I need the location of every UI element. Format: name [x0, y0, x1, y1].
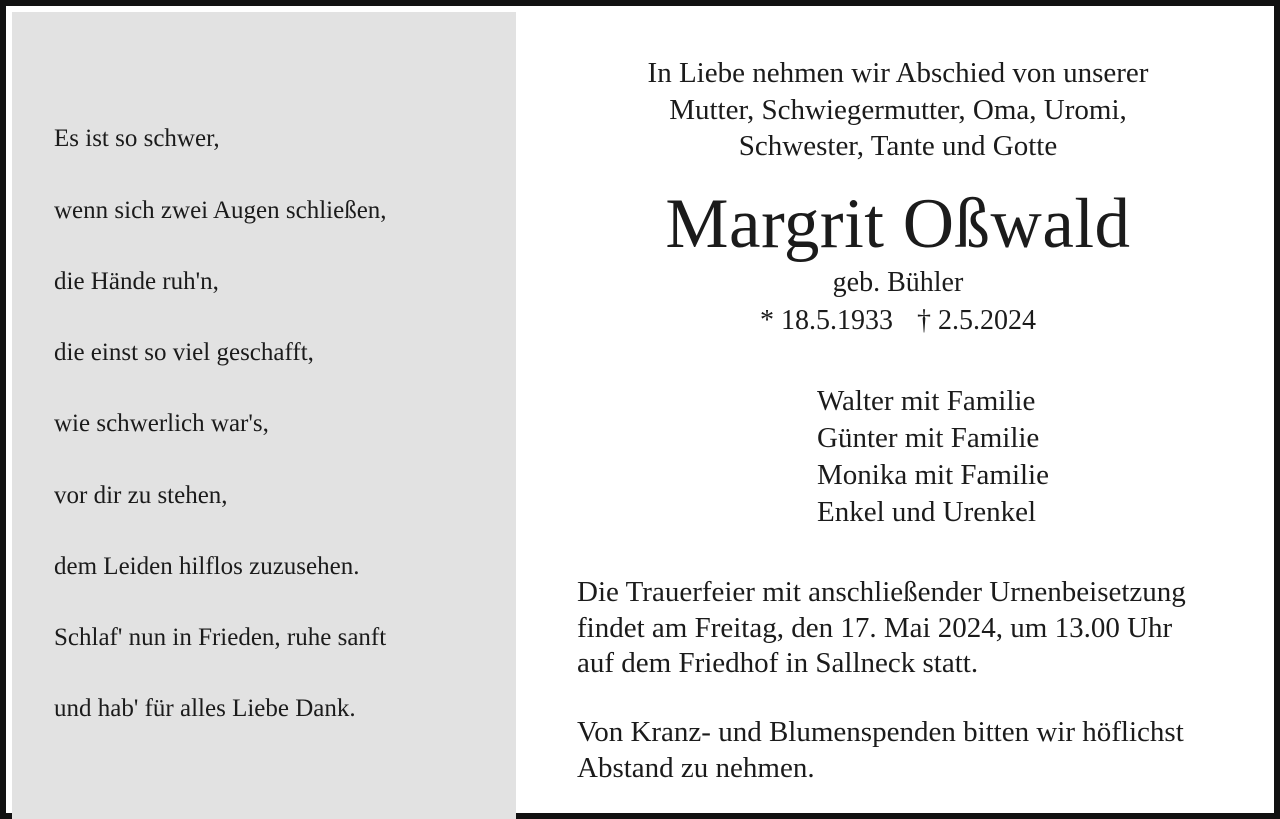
flowers-request-line: Von Kranz- und Blumenspenden bitten wir höflichst: [577, 716, 1184, 748]
mourner-entry: Günter mit Familie: [817, 422, 1040, 454]
intro-line: In Liebe nehmen wir Abschied von unserer: [647, 57, 1149, 89]
death-date: † 2.5.2024: [917, 305, 1036, 336]
poem-line: dem Leiden hilflos zuzusehen.: [54, 553, 360, 580]
flowers-request: [577, 715, 1184, 786]
announcement-panel: [516, 12, 1280, 819]
birth-date: * 18.5.1933: [760, 305, 893, 336]
poem-line: die Hände ruh'n,: [54, 268, 219, 295]
deceased-name: Margrit Oßwald: [665, 185, 1131, 263]
funeral-details: [577, 575, 1186, 682]
poem-line: wenn sich zwei Augen schließen,: [54, 197, 387, 224]
poem-line: Schlaf' nun in Frieden, ruhe sanft: [54, 624, 387, 651]
poem-line: und hab' für alles Liebe Dank.: [54, 695, 356, 722]
flowers-request-line: Abstand zu nehmen.: [577, 751, 815, 784]
poem-panel: [12, 12, 516, 819]
funeral-details-line: Die Trauerfeier mit anschließender Urnenbeisetzung: [577, 576, 1186, 608]
poem-line: die einst so viel geschafft,: [54, 339, 314, 366]
mourner-entry: Monika mit Familie: [817, 459, 1049, 491]
mourner-entry: Enkel und Urenkel: [817, 496, 1037, 528]
funeral-details-line: auf dem Friedhof in Sallneck statt.: [577, 647, 979, 679]
farewell-intro: [516, 55, 1280, 165]
poem-line: wie schwerlich war's,: [54, 410, 269, 437]
poem-line: Es ist so schwer,: [54, 125, 220, 152]
poem-line: vor dir zu stehen,: [54, 482, 228, 509]
intro-line: Schwester, Tante und Gotte: [738, 130, 1058, 162]
intro-line: Mutter, Schwiegermutter, Oma, Uromi,: [669, 93, 1127, 126]
funeral-details-line: findet am Freitag, den 17. Mai 2024, um 13.00 Uhr: [577, 611, 1173, 644]
mourner-entry: Walter mit Familie: [817, 385, 1036, 417]
life-dates: [516, 304, 1280, 338]
maiden-name: geb. Bühler: [832, 267, 964, 298]
mourners-list: [817, 383, 1049, 531]
